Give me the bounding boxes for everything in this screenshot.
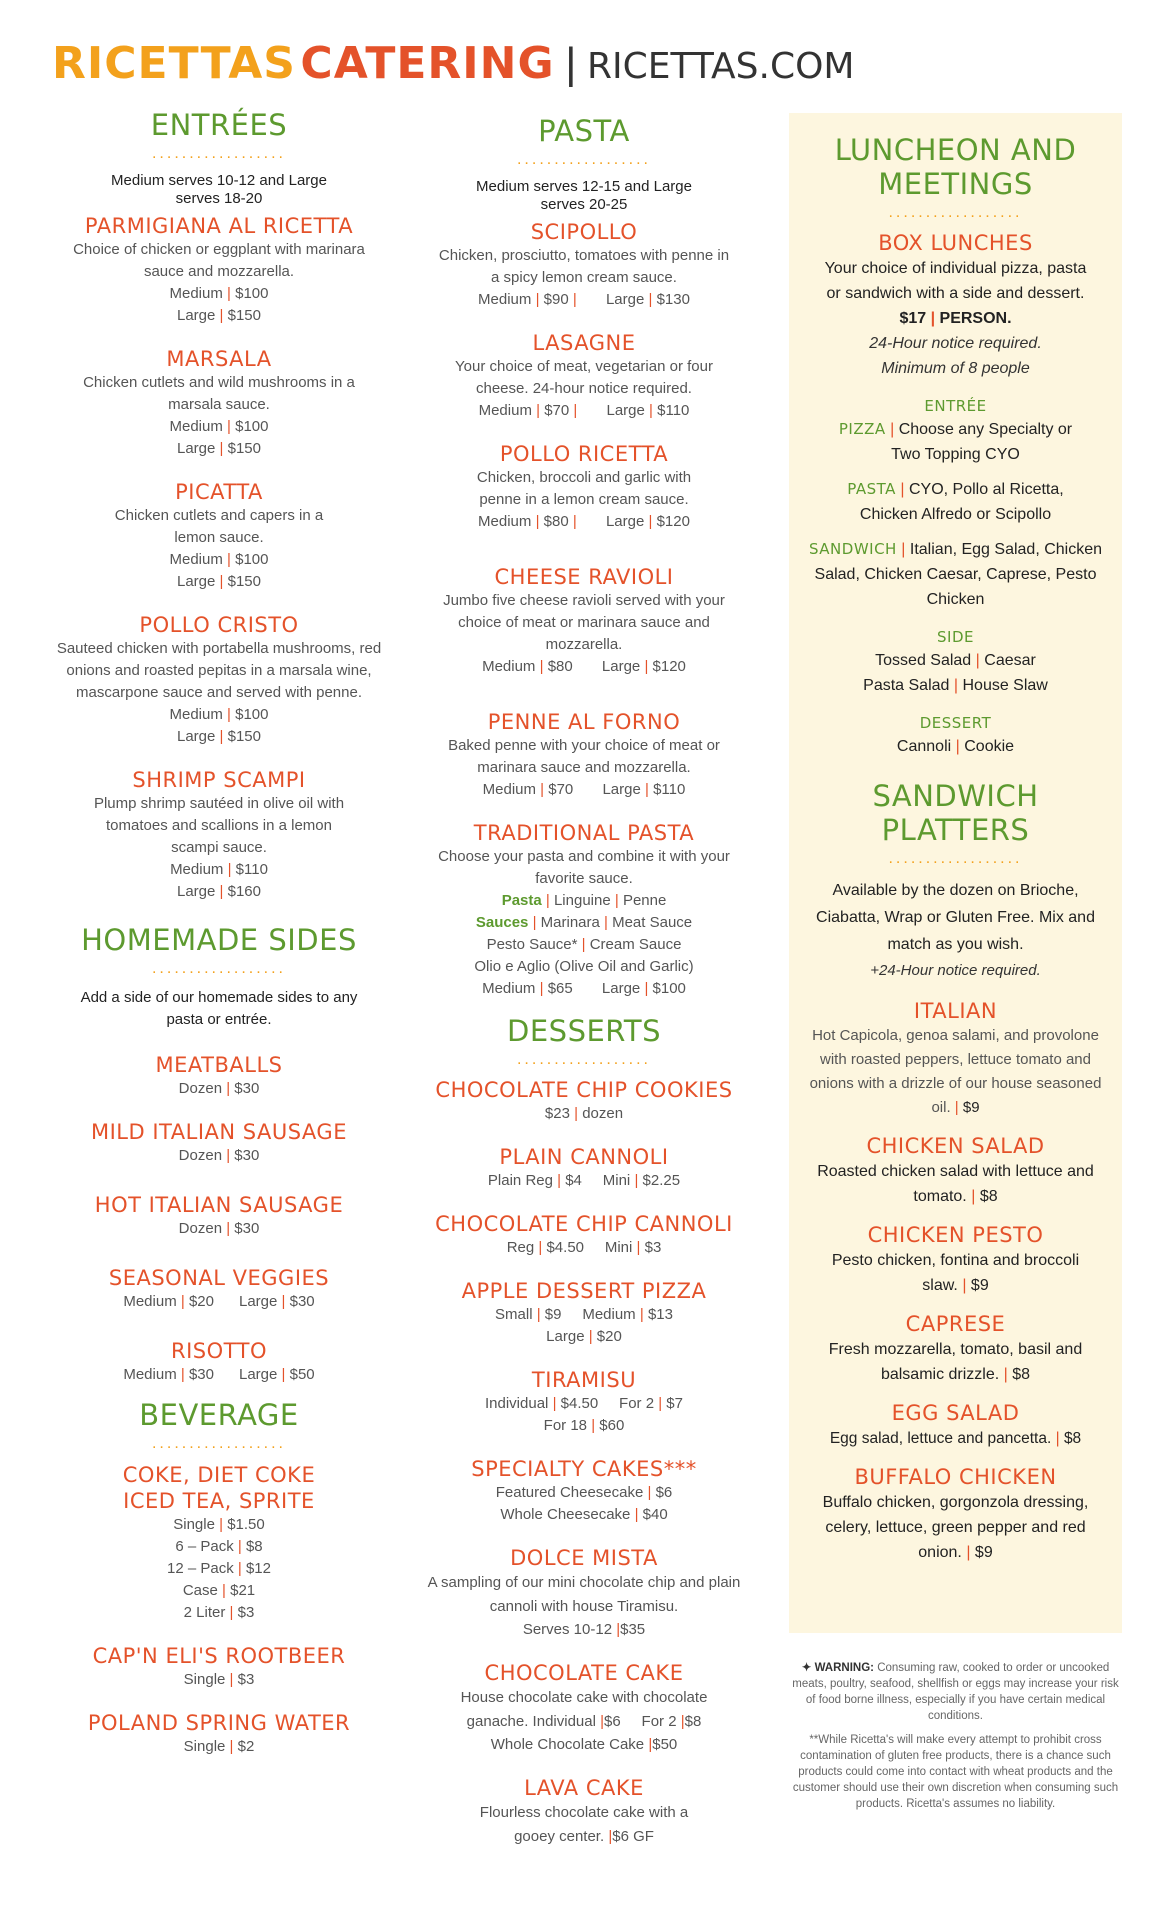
notice: Minimum of 8 people <box>881 360 1030 377</box>
menu-item <box>48 1711 390 1758</box>
menu-item <box>412 220 756 311</box>
price-line: Large | $150 <box>177 440 261 457</box>
item-name: SHRIMP SCAMPI <box>132 768 306 792</box>
item-desc: Chicken cutlets and capers in a lemon sauce. <box>114 507 324 546</box>
price-line: Medium | $20 Large | $30 <box>123 1293 315 1310</box>
dot-divider: .................. <box>888 850 1023 867</box>
item-desc: A sampling of our mini chocolate chip and plain cannoli with house Tiramisu. <box>427 1574 741 1615</box>
dot-divider: .................. <box>516 1051 651 1068</box>
item-name: CHOCOLATE CHIP COOKIES <box>435 1078 733 1102</box>
price-line: Medium | $100 <box>169 706 269 723</box>
price-line: Individual | $4.50 For 2 | $7 <box>485 1395 683 1412</box>
option-line: Pasta | Linguine | Penne <box>501 892 667 909</box>
menu-item <box>412 1457 756 1526</box>
side-label: SIDE <box>937 628 974 646</box>
item-desc: Pesto chicken, fontina and broccoli slaw. | $9 <box>831 1252 1080 1294</box>
menu-item <box>48 768 390 903</box>
item-name: COKE, DIET COKE ICED TEA, SPRITE <box>122 1463 316 1513</box>
item-name: CHICKEN PESTO <box>867 1223 1044 1247</box>
platters-intro: Available by the dozen on Brioche, Ciabatta, Wrap or Gluten Free. Mix and match as you wish. <box>816 882 1095 953</box>
entree-label: ENTRÉE <box>924 397 987 415</box>
item-desc: Baked penne with your choice of meat or marinara sauce and mozzarella. <box>448 737 720 776</box>
item-name: TRADITIONAL PASTA <box>473 821 695 845</box>
item-name: MILD ITALIAN SAUSAGE <box>91 1120 347 1144</box>
item-name: CHICKEN SALAD <box>866 1134 1045 1158</box>
section-title-sides: HOMEMADE SIDES <box>81 923 357 957</box>
item-name: LAVA CAKE <box>524 1776 644 1800</box>
menu-item <box>412 1546 756 1641</box>
section-title-pasta: PASTA <box>538 114 630 148</box>
dot-divider: .................. <box>151 1435 286 1452</box>
item-name: POLAND SPRING WATER <box>87 1711 351 1735</box>
item-name: MEATBALLS <box>155 1053 283 1077</box>
section-title-platters: SANDWICH PLATTERS <box>872 779 1039 847</box>
price-line: Medium | $30 Large | $50 <box>123 1366 315 1383</box>
item-name: PLAIN CANNOLI <box>499 1145 669 1169</box>
item-name: CHEESE RAVIOLI <box>494 565 674 589</box>
menu-item <box>48 1339 390 1386</box>
menu-item <box>48 1120 390 1167</box>
menu-item <box>412 1776 756 1849</box>
item-name: CHOCOLATE CHIP CANNOLI <box>435 1212 733 1236</box>
item-name: PENNE AL FORNO <box>487 710 681 734</box>
item-name: RISOTTO <box>171 1339 267 1363</box>
section-title-desserts: DESSERTS <box>507 1014 661 1048</box>
item-name: ITALIAN <box>913 999 998 1023</box>
item-name: LASAGNE <box>532 331 636 355</box>
price-line: Plain Reg | $4 Mini | $2.25 <box>487 1172 681 1189</box>
item-desc: House chocolate cake with chocolate ganache. Individual |$6 For 2 |$8 <box>460 1689 708 1730</box>
menu-item <box>412 565 756 678</box>
option-line: Tossed Salad | Caesar <box>875 652 1036 669</box>
item-name: SPECIALTY CAKES*** <box>471 1457 697 1481</box>
item-name: PARMIGIANA AL RICETTA <box>84 214 354 238</box>
menu-item <box>48 1462 390 1624</box>
notice: +24-Hour notice required. <box>870 962 1041 979</box>
item-desc: Hot Capicola, genoa salami, and provolone with roasted peppers, lettuce tomato and onions with a drizzle of our house seasoned oil. | $9 <box>809 1027 1102 1116</box>
website-link[interactable]: RICETTAS.COM <box>586 46 855 87</box>
menu-item <box>789 1134 1122 1209</box>
item-name: DOLCE MISTA <box>510 1546 658 1570</box>
price-line: Medium | $70 Large | $110 <box>482 781 686 798</box>
menu-item <box>48 613 390 748</box>
menu-item <box>412 331 756 422</box>
menu-item <box>412 710 756 801</box>
dot-divider: .................. <box>151 960 286 977</box>
menu-item <box>789 1312 1122 1387</box>
price-line: Medium | $100 <box>169 551 269 568</box>
price-line: Serves 10-12 |$35 <box>522 1621 646 1638</box>
price-line: For 18 | $60 <box>543 1417 625 1434</box>
item-desc: Chicken, prosciutto, tomatoes with penne in a spicy lemon cream sauce. <box>438 247 730 286</box>
menu-item <box>48 347 390 460</box>
item-desc: Your choice of individual pizza, pasta or sandwich with a side and dessert. <box>824 260 1087 302</box>
price-line: Medium | $100 <box>169 285 269 302</box>
price-line: Medium | $90 | Large | $130 <box>478 291 690 308</box>
item-name: SEASONAL VEGGIES <box>108 1266 330 1290</box>
price-line: Large | $150 <box>177 728 261 745</box>
section-note: Add a side of our homemade sides to any pasta or entrée. <box>80 989 358 1028</box>
item-name: CAP'N ELI'S ROOTBEER <box>92 1644 346 1668</box>
item-name: SCIPOLLO <box>530 220 638 244</box>
item-desc: Plump shrimp sautéed in olive oil with tomatoes and scallions in a lemon scampi sauce. <box>93 795 345 856</box>
option-group: PIZZA | Choose any Specialty or Two Topping CYO <box>838 420 1073 463</box>
price-line: 6 – Pack | $8 <box>175 1538 263 1555</box>
item-name: PICATTA <box>175 480 263 504</box>
column-right-panel <box>789 113 1122 1633</box>
item-desc: Choice of chicken or eggplant with marinara sauce and mozzarella. <box>73 241 365 280</box>
item-name: TIRAMISU <box>531 1368 637 1392</box>
item-desc: Buffalo chicken, gorgonzola dressing, celery, lettuce, green pepper and red onion. | $9 <box>822 1494 1089 1561</box>
price-line: Medium | $110 <box>170 861 268 878</box>
price-line: 12 – Pack | $12 <box>167 1560 271 1577</box>
price-line: Medium | $70 | Large | $110 <box>478 402 690 419</box>
box-lunches <box>789 231 1122 381</box>
item-desc: Sauteed chicken with portabella mushrooms, red onions and roasted pepitas in a marsala wine, mascarpone sauce and served with penne. <box>56 640 382 701</box>
menu-item <box>412 1145 756 1192</box>
brand-separator: | <box>565 39 577 88</box>
item-name: MARSALA <box>166 347 272 371</box>
menu-item <box>48 1053 390 1100</box>
price-line: Whole Chocolate Cake |$50 <box>490 1736 678 1753</box>
warning-text: ✦ WARNING: Consuming raw, cooked to order or uncooked meats, poultry, seafood, shellfish or eggs may increase your risk of food borne illness, especially if you have certain medical conditions. <box>792 1662 1119 1722</box>
section-title-beverage: BEVERAGE <box>139 1398 299 1432</box>
option-group: SANDWICH | Italian, Egg Salad, Chicken Salad, Chicken Caesar, Caprese, Pesto Chicken <box>808 540 1103 608</box>
item-desc: Choose your pasta and combine it with your favorite sauce. <box>438 848 730 887</box>
item-name: EGG SALAD <box>891 1401 1020 1425</box>
price-line: 2 Liter | $3 <box>183 1604 255 1621</box>
brand-name-a: RICETTAS <box>52 38 296 89</box>
price-line: Small | $9 Medium | $13 <box>495 1306 673 1323</box>
section-note: Medium serves 12-15 and Large serves 20-25 <box>476 178 692 213</box>
price-line: Large | $150 <box>177 307 261 324</box>
item-name: BOX LUNCHES <box>878 231 1033 255</box>
notice: 24-Hour notice required. <box>869 335 1042 352</box>
menu-item <box>48 1193 390 1240</box>
item-name: HOT ITALIAN SAUSAGE <box>94 1193 344 1217</box>
header <box>52 38 855 89</box>
item-desc: Egg salad, lettuce and pancetta. | $8 <box>829 1430 1082 1447</box>
menu-item <box>48 1644 390 1691</box>
menu-item <box>789 999 1122 1120</box>
dot-divider: .................. <box>151 145 286 162</box>
item-desc: Roasted chicken salad with lettuce and tomato. | $8 <box>817 1163 1094 1205</box>
menu-item-traditional-pasta <box>412 821 756 1000</box>
price-line: Dozen | $30 <box>178 1080 260 1097</box>
menu-item <box>48 214 390 327</box>
price-line: Medium | $100 <box>169 418 269 435</box>
price-line: Medium | $65 Large | $100 <box>482 980 686 997</box>
item-desc: Your choice of meat, vegetarian or four cheese. 24-hour notice required. <box>455 358 713 397</box>
menu-item <box>412 1368 756 1437</box>
menu-item <box>412 1078 756 1125</box>
menu-item <box>412 442 756 533</box>
menu-item <box>48 1266 390 1313</box>
dot-divider: .................. <box>888 204 1023 221</box>
dessert-label: DESSERT <box>919 714 992 732</box>
column-left <box>48 108 390 1758</box>
menu-item <box>789 1223 1122 1298</box>
price-line: Large | $20 <box>546 1328 622 1345</box>
item-desc: Jumbo five cheese ravioli served with your choice of meat or marinara sauce and mozzarella. <box>443 592 725 653</box>
price-line: Reg | $4.50 Mini | $3 <box>506 1239 662 1256</box>
item-name: POLLO RICETTA <box>499 442 669 466</box>
menu-item <box>412 1279 756 1348</box>
price-line: Case | $21 <box>182 1582 256 1599</box>
price-line: Medium | $80 | Large | $120 <box>478 513 690 530</box>
price-line: Large | $160 <box>177 883 261 900</box>
option-group: PASTA | CYO, Pollo al Ricetta, Chicken Alfredo or Scipollo <box>847 480 1064 523</box>
option-line: Olio e Aglio (Olive Oil and Garlic) <box>474 958 694 975</box>
item-desc: Fresh mozzarella, tomato, basil and balsamic drizzle. | $8 <box>828 1341 1083 1383</box>
section-note: Medium serves 10-12 and Large serves 18-20 <box>111 172 327 207</box>
price-line: Featured Cheesecake | $6 <box>495 1484 673 1501</box>
price-line: Dozen | $30 <box>178 1220 260 1237</box>
item-name: CAPRESE <box>905 1312 1006 1336</box>
price-line: Dozen | $30 <box>178 1147 260 1164</box>
item-name: CHOCOLATE CAKE <box>484 1661 684 1685</box>
warning-notice <box>789 1660 1122 1812</box>
item-desc: Chicken, broccoli and garlic with penne in a lemon cream sauce. <box>476 469 692 508</box>
item-desc: Flourless chocolate cake with a gooey center. |$6 GF <box>479 1804 689 1845</box>
option-line: Cannoli | Cookie <box>896 738 1015 755</box>
section-title-entrees: ENTRÉES <box>150 108 288 142</box>
item-desc: Chicken cutlets and wild mushrooms in a marsala sauce. <box>83 374 355 413</box>
option-line: Sauces | Marinara | Meat Sauce <box>475 914 693 931</box>
brand-name-b: CATERING <box>300 38 555 89</box>
column-middle <box>412 114 756 1849</box>
gluten-free-disclaimer: **While Ricetta's will make every attempt to prohibit cross contamination of gluten free products, there is a chance such products could come into contact with wheat products and the customer should use their own discretion when consuming such products. Ricetta's assumes no liability. <box>792 1734 1119 1810</box>
dot-divider: .................. <box>516 151 651 168</box>
price-line: Large | $150 <box>177 573 261 590</box>
menu-item <box>789 1401 1122 1451</box>
menu-item <box>789 1465 1122 1565</box>
option-line: Pesto Sauce* | Cream Sauce <box>486 936 682 953</box>
price-line: Single | $2 <box>183 1738 255 1755</box>
item-name: BUFFALO CHICKEN <box>854 1465 1057 1489</box>
price-line: Medium | $80 Large | $120 <box>482 658 686 675</box>
item-name: POLLO CRISTO <box>139 613 299 637</box>
option-line: Pasta Salad | House Slaw <box>863 677 1048 694</box>
menu-item <box>48 480 390 593</box>
menu-item <box>412 1661 756 1756</box>
price-line: Single | $3 <box>183 1671 255 1688</box>
menu-item <box>412 1212 756 1259</box>
price-line: Single | $1.50 <box>173 1516 265 1533</box>
price-line: $17 | PERSON. <box>899 310 1012 327</box>
section-title-luncheon: LUNCHEON AND MEETINGS <box>834 133 1077 201</box>
price-line: $23 | dozen <box>544 1105 624 1122</box>
price-line: Whole Cheesecake | $40 <box>500 1506 668 1523</box>
item-name: APPLE DESSERT PIZZA <box>461 1279 707 1303</box>
